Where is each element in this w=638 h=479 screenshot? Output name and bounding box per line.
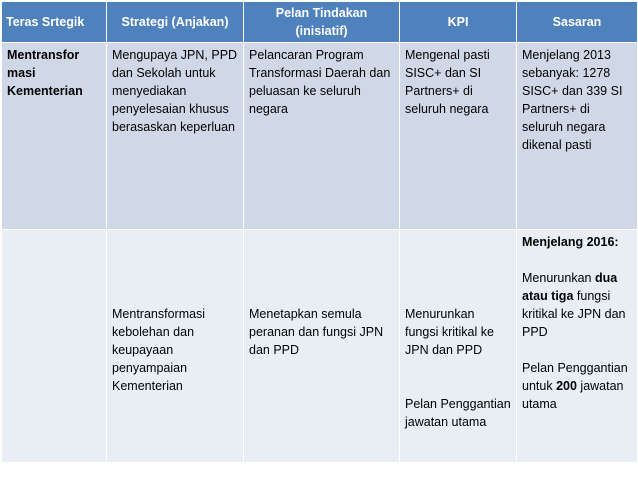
sasaran-1-post: fungsi kritikal ke JPN dan PPD — [522, 289, 626, 339]
sasaran-1-pre: Menurunkan — [522, 271, 592, 285]
table-row — [2, 230, 638, 463]
cell-pelan — [244, 230, 400, 463]
cell-strategi: Mengupaya JPN, PPD dan Sekolah untuk menyediakan penyelesaian khusus berasaskan keperluan — [107, 43, 244, 230]
cell-sasaran: Menjelang 2013 sebanyak: 1278 SISC+ dan 339 SI Partners+ di seluruh negara dikenal pasti — [517, 43, 638, 230]
strategy-table-container — [1, 1, 637, 444]
cell-sasaran — [517, 230, 638, 463]
sasaran-2-bold: 200 — [556, 379, 577, 393]
sasaran-text-2 — [522, 359, 632, 413]
strategy-table — [1, 1, 638, 463]
pelan-text: Menetapkan semula peranan dan fungsi JPN dan PPD — [249, 307, 384, 357]
cell-kpi — [400, 230, 517, 463]
cell-kpi: Mengenal pasti SISC+ dan SI Partners+ di seluruh negara — [400, 43, 517, 230]
strategi-text: Mentransformasi kebolehan dan keupayaan penyampaian Kementerian — [112, 307, 206, 393]
cell-teras-empty — [2, 230, 107, 463]
header-teras: Teras Srtegik — [2, 2, 107, 43]
cell-pelan: Pelancaran Program Transformasi Daerah dan peluasan ke seluruh negara — [244, 43, 400, 230]
table-row — [2, 43, 638, 230]
sasaran-1-bold: dua atau tiga — [522, 271, 618, 303]
header-sasaran: Sasaran — [517, 2, 638, 43]
kpi-text-1: Menurunkan fungsi kritikal ke JPN dan PPD — [405, 307, 494, 357]
header-row — [2, 2, 638, 43]
sasaran-2-post: jawatan utama — [522, 379, 624, 411]
sasaran-heading: Menjelang 2016: — [522, 235, 619, 249]
kpi-text-2: Pelan Penggantian jawatan utama — [405, 397, 511, 429]
cell-teras: Mentransfor masi Kementerian — [2, 43, 107, 230]
header-kpi: KPI — [400, 2, 517, 43]
sasaran-text-1 — [522, 269, 632, 341]
header-strategi: Strategi (Anjakan) — [107, 2, 244, 43]
header-pelan: Pelan Tindakan (inisiatif) — [244, 2, 400, 43]
sasaran-2-pre: Pelan Penggantian untuk — [522, 361, 628, 393]
cell-strategi — [107, 230, 244, 463]
